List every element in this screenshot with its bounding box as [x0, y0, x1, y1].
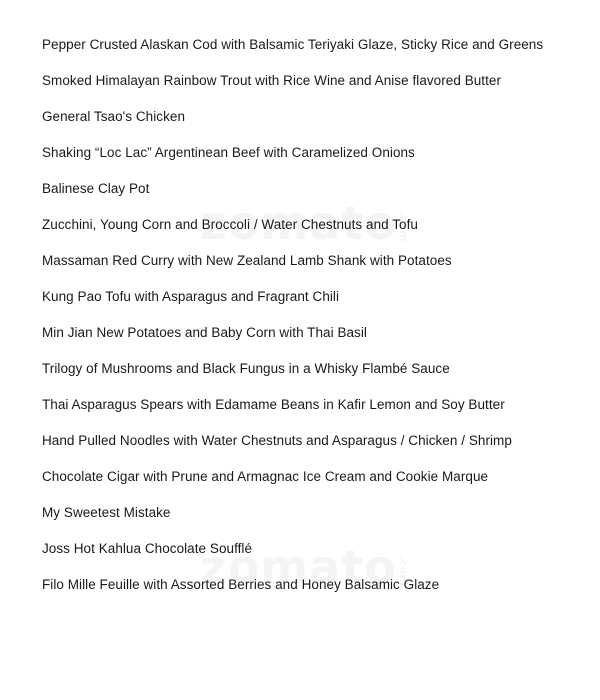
menu-item: Joss Hot Kahlua Chocolate Soufflé	[42, 541, 253, 556]
menu-item: Min Jian New Potatoes and Baby Corn with Thai Basil	[42, 325, 367, 340]
menu-item: Balinese Clay Pot	[42, 181, 150, 196]
menu-item: Thai Asparagus Spears with Edamame Beans in Kafir Lemon and Soy Butter	[42, 397, 505, 412]
menu-item: Massaman Red Curry with New Zealand Lamb Shank with Potatoes	[42, 253, 452, 268]
menu-item: Trilogy of Mushrooms and Black Fungus in a Whisky Flambé Sauce	[42, 361, 450, 376]
menu-item: Chocolate Cigar with Prune and Armagnac Ice Cream and Cookie Marque	[42, 469, 489, 484]
menu-item: General Tsao's Chicken	[42, 109, 186, 124]
menu-item-list	[42, 36, 562, 612]
menu-item: Zucchini, Young Corn and Broccoli / Water Chestnuts and Tofu	[42, 217, 418, 232]
menu-item: Hand Pulled Noodles with Water Chestnuts and Asparagus / Chicken / Shrimp	[42, 433, 512, 448]
menu-item: Smoked Himalayan Rainbow Trout with Rice Wine and Anise flavored Butter	[42, 73, 502, 88]
menu-item: Shaking “Loc Lac” Argentinean Beef with Caramelized Onions	[42, 145, 415, 160]
menu-item: Kung Pao Tofu with Asparagus and Fragrant Chili	[42, 289, 340, 304]
menu-item: Filo Mille Feuille with Assorted Berries and Honey Balsamic Glaze	[42, 577, 440, 592]
menu-item: Pepper Crusted Alaskan Cod with Balsamic Teriyaki Glaze, Sticky Rice and Greens	[42, 37, 544, 52]
menu-item: My Sweetest Mistake	[42, 505, 171, 520]
